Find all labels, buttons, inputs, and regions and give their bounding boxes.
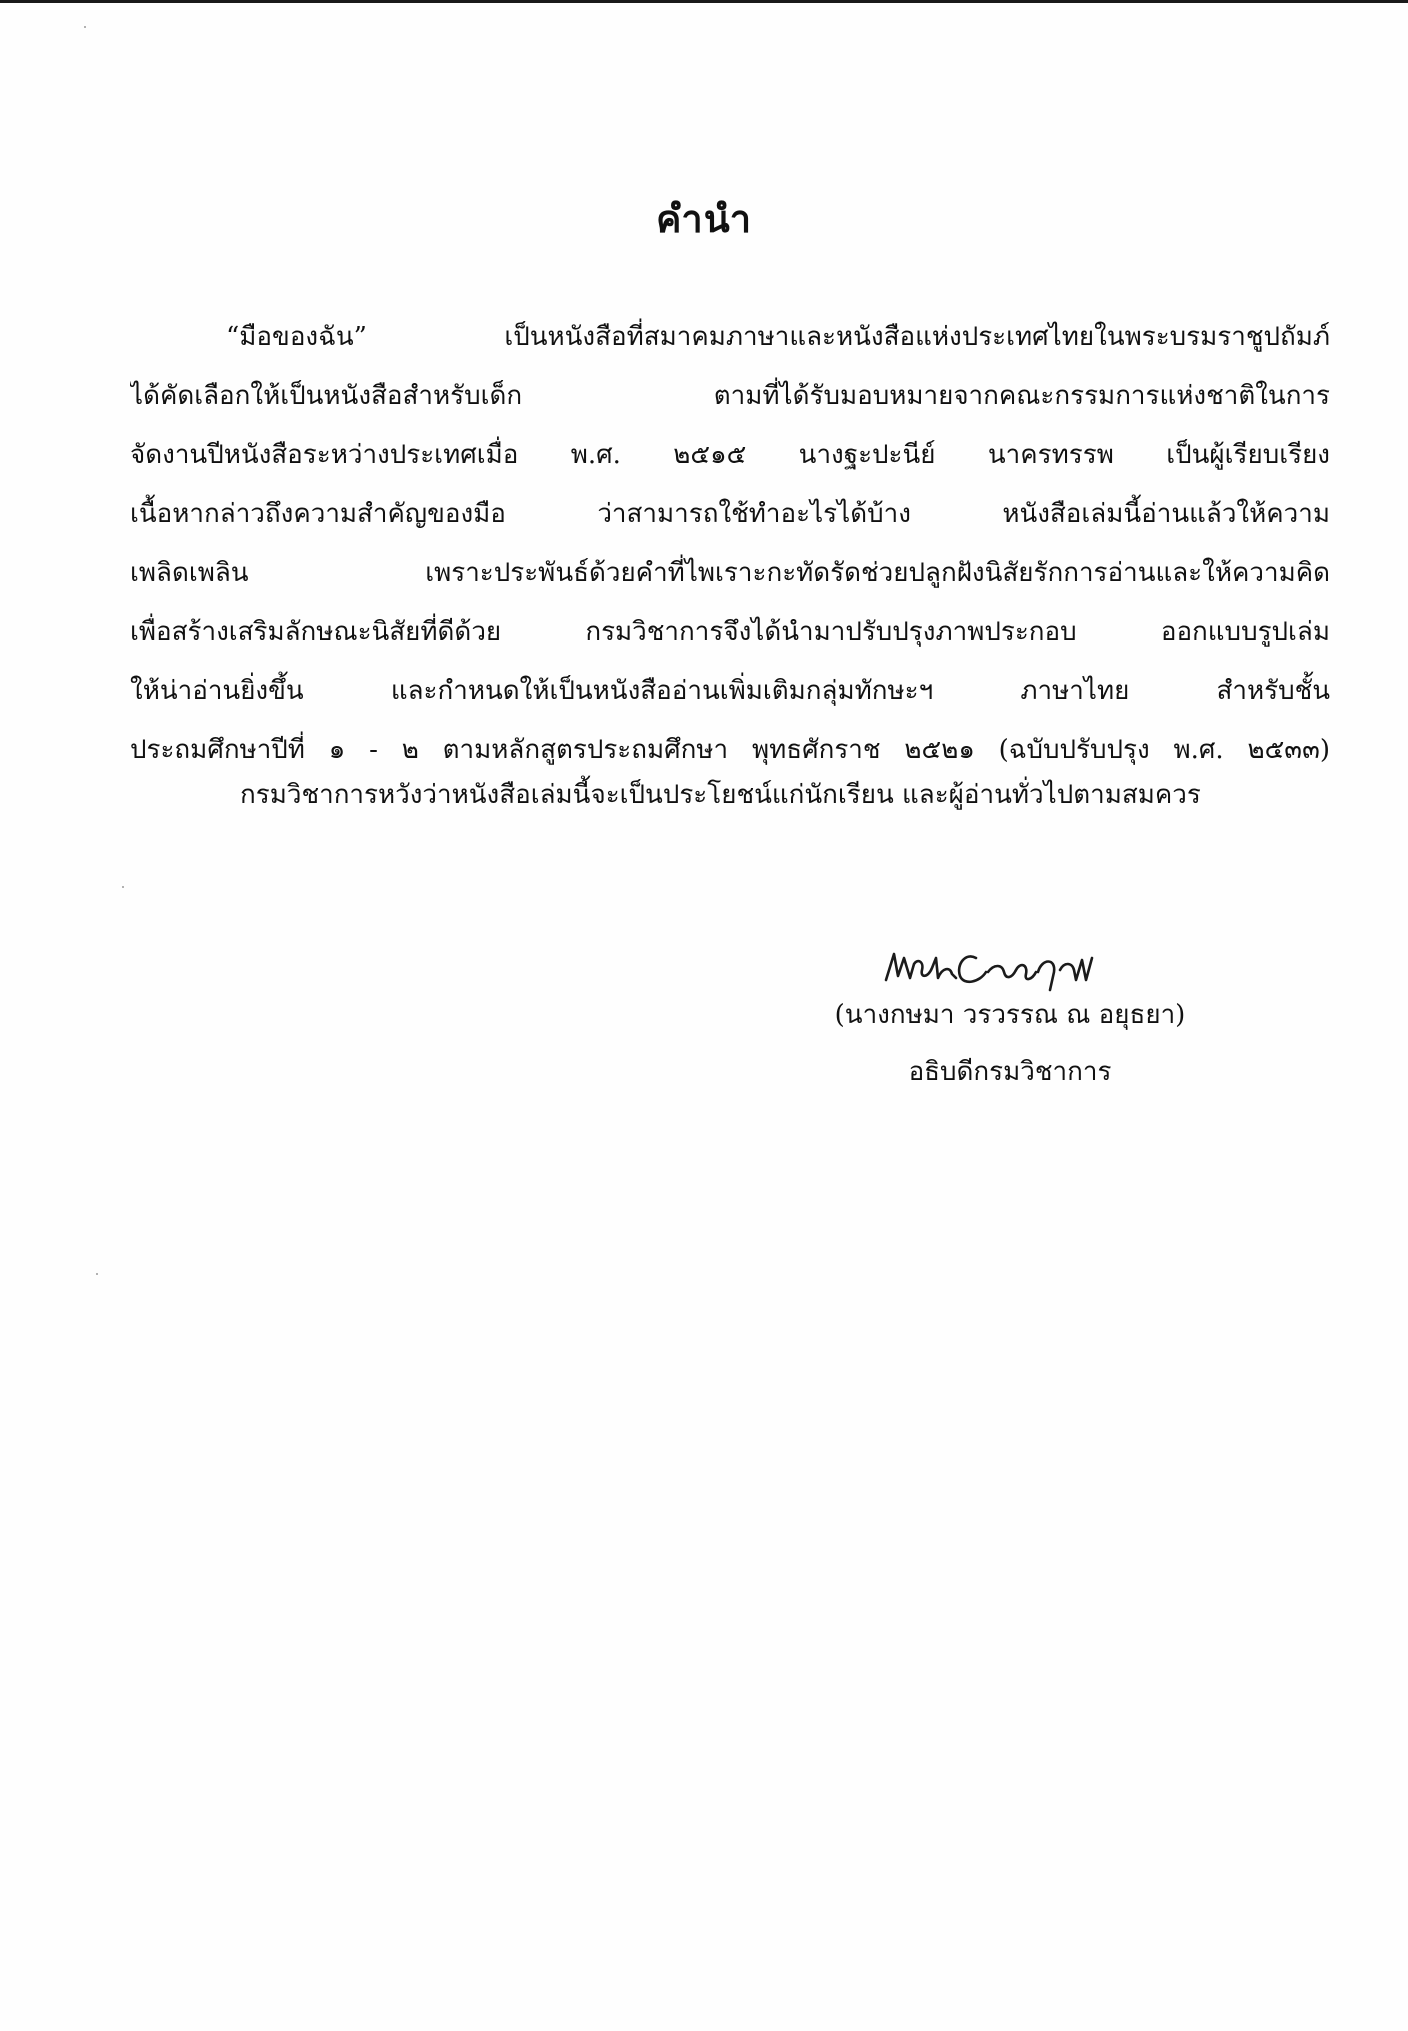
- scan-speck: [122, 886, 124, 888]
- paragraph-line: จัดงานปีหนังสือระหว่างประเทศเมื่อ พ.ศ. ๒๕๑๕ นางฐะปะนีย์ นาครทรรพ เป็นผู้เรียบเรียง: [130, 440, 1330, 470]
- scan-speck: [96, 1273, 98, 1275]
- paragraph-line: เพลิดเพลิน เพราะประพันธ์ด้วยคำที่ไพเราะกะทัดรัดช่วยปลูกฝังนิสัยรักการอ่านและให้ความคิด: [130, 558, 1330, 588]
- signer-name: (นางกษมา วรวรรณ ณ อยุธยา): [834, 1000, 1186, 1030]
- handwritten-signature: [880, 928, 1140, 992]
- paragraph-line: เนื้อหากล่าวถึงความสำคัญของมือ ว่าสามารถใช้ทำอะไรได้บ้าง หนังสือเล่มนี้อ่านแล้วให้ความ: [130, 499, 1330, 529]
- signer-title: อธิบดีกรมวิชาการ: [908, 1057, 1112, 1087]
- paragraph-line: “มือของฉัน” เป็นหนังสือที่สมาคมภาษาและหนังสือแห่งประเทศไทยในพระบรมราชูปถัมภ์: [226, 322, 1330, 352]
- document-title: คำนำ: [655, 196, 753, 241]
- preface-paragraph: [130, 308, 1330, 780]
- scan-edge-line: [0, 0, 1408, 3]
- scan-speck: [84, 26, 86, 28]
- closing-sentence: กรมวิชาการหวังว่าหนังสือเล่มนี้จะเป็นประโยชน์แก่นักเรียน และผู้อ่านทั่วไปตามสมควร: [240, 780, 1201, 810]
- paragraph-line: เพื่อสร้างเสริมลักษณะนิสัยที่ดีด้วย กรมวิชาการจึงได้นำมาปรับปรุงภาพประกอบ ออกแบบรูปเล่ม: [130, 617, 1330, 647]
- paragraph-line: ให้น่าอ่านยิ่งขึ้น และกำหนดให้เป็นหนังสืออ่านเพิ่มเติมกลุ่มทักษะฯ ภาษาไทย สำหรับชั้น: [130, 676, 1330, 706]
- paragraph-line: ได้คัดเลือกให้เป็นหนังสือสำหรับเด็ก ตามที่ได้รับมอบหมายจากคณะกรรมการแห่งชาติในการ: [130, 381, 1330, 411]
- paragraph-line: ประถมศึกษาปีที่ ๑ - ๒ ตามหลักสูตรประถมศึกษา พุทธศักราช ๒๕๒๑ (ฉบับปรับปรุง พ.ศ. ๒๕๓๓): [130, 735, 1330, 765]
